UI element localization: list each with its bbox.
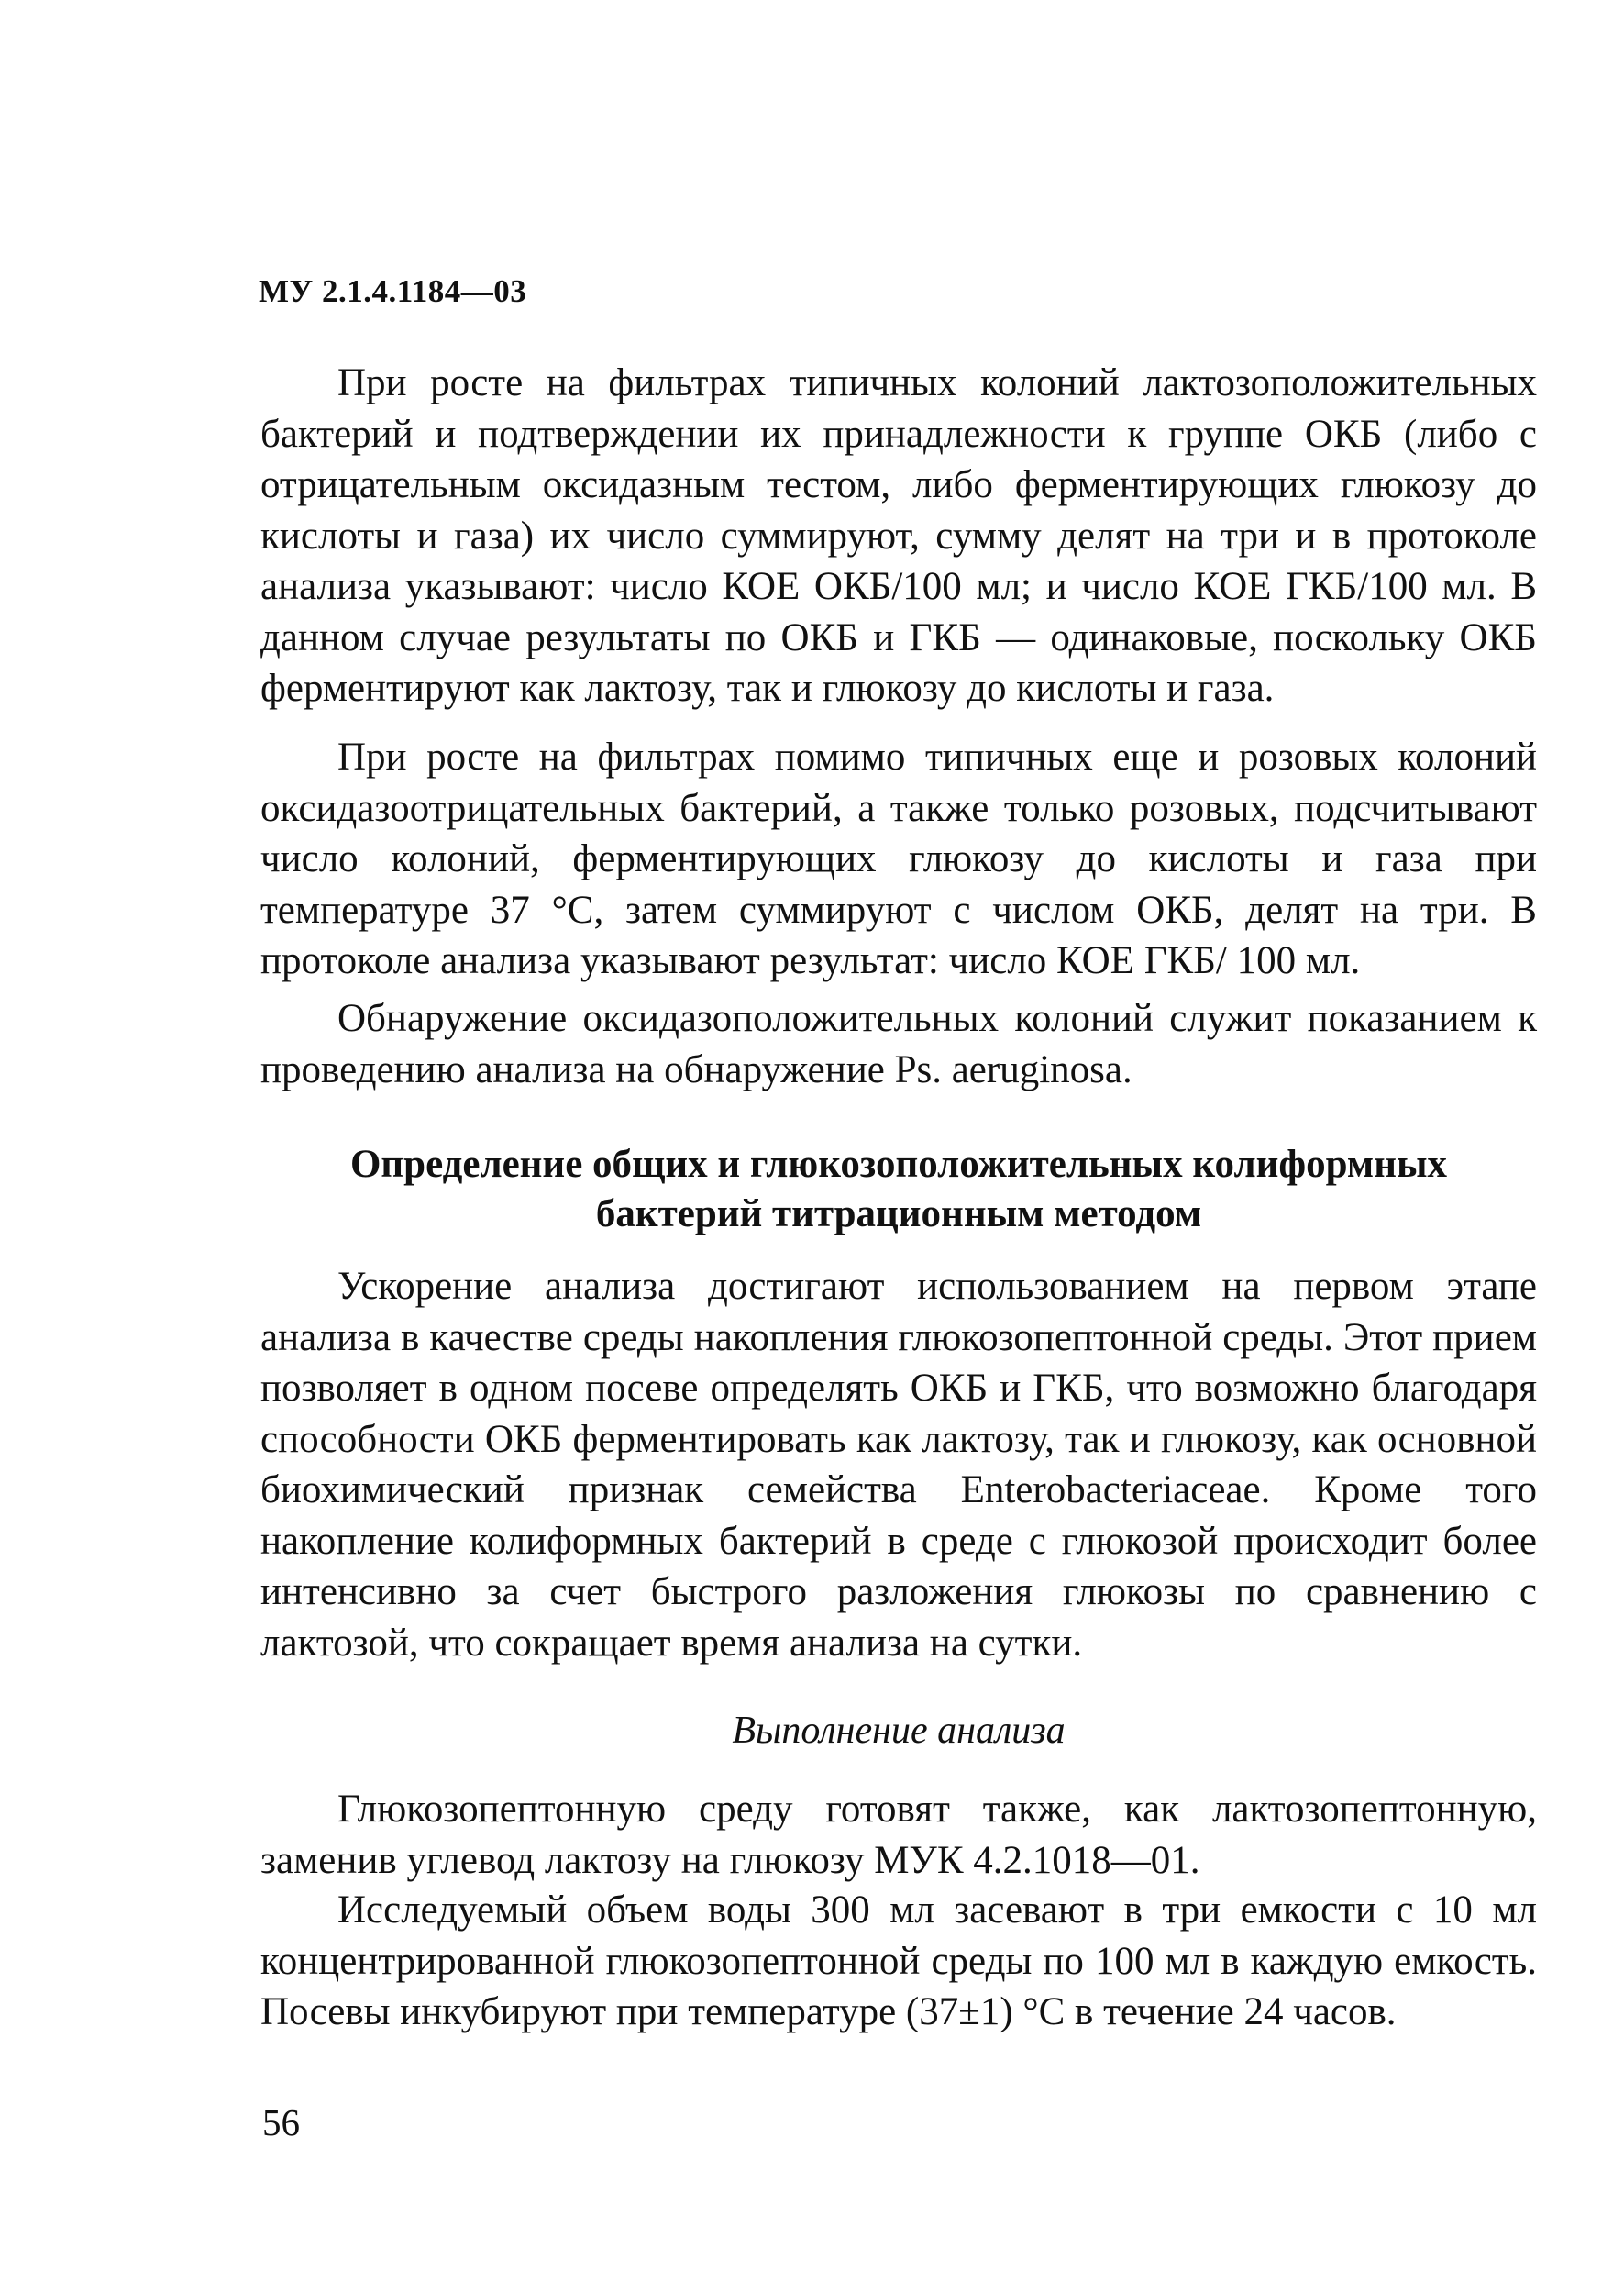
section-title [260, 1140, 1537, 1239]
section-title-line-2: бактерий титрационным методом [595, 1192, 1202, 1235]
paragraph-acceleration: Ускорение анализа достигают использованием на первом этапе анализа в качестве среды накопления глюкозопептонной среды. Этот прием позволяет в одном посеве определять ОКБ и ГКБ, что возможно благодаря способности ОКБ ферментировать как лактозу, так и глюкозу, как основной биохимический признак семейства Enterobacteriaceae. Кроме того накопление колиформных бактерий в среде с глюкозой происходит более интенсивно за счет быстрого разложения глюкозы по сравнению с лактозой, что сокращает время анализа на сутки. [260, 1265, 1537, 1665]
section-title-line-1: Определение общих и глюкозоположительных колиформных [349, 1143, 1448, 1186]
subsection-title: Выполнение анализа [732, 1710, 1066, 1752]
running-header: МУ 2.1.4.1184—03 [259, 273, 527, 309]
paragraph-oxidase-positive: Обнаружение оксидазоположительных колоний служит показанием к проведению анализа на обнаружение Ps. aeruginosa. [260, 997, 1537, 1091]
page-number: 56 [262, 2101, 300, 2143]
paragraph-medium-preparation: Глюкозопептонную среду готовят также, как лактозопептонную, заменив углевод лактозу на глюкозу МУК 4.2.1018—01. [260, 1788, 1537, 1882]
paragraph-inoculation: Исследуемый объем воды 300 мл засевают в три емкости с 10 мл концентрированной глюкозопептонной среды по 100 мл в каждую емкость. Посевы инкубируют при температуре (37±1) °С в течение 24 часов. [260, 1888, 1537, 2033]
paragraph-pink-colonies: При росте на фильтрах помимо типичных еще и розовых колоний оксидазоотрицательных бактерий, а также только розовых, подсчитывают число колоний, ферментирующих глюкозу до кислоты и газа при температуре 37 °С, затем суммируют с числом ОКБ, делят на три. В протоколе анализа указывают результат: число КОЕ ГКБ/ 100 мл. [260, 736, 1537, 982]
paragraph-okb-counting: При росте на фильтрах типичных колоний лактозоположительных бактерий и подтверждении их принадлежности к группе ОКБ (либо с отрицательным оксидазным тестом, либо ферментирующих глюкозу до кислоты и газа) их число суммируют, сумму делят на три и в протоколе анализа указывают: число КОЕ ОКБ/100 мл; и число КОЕ ГКБ/100 мл. В данном случае результаты по ОКБ и ГКБ — одинаковые, поскольку ОКБ ферментируют как лактозу, так и глюкозу до кислоты и газа. [260, 361, 1537, 710]
